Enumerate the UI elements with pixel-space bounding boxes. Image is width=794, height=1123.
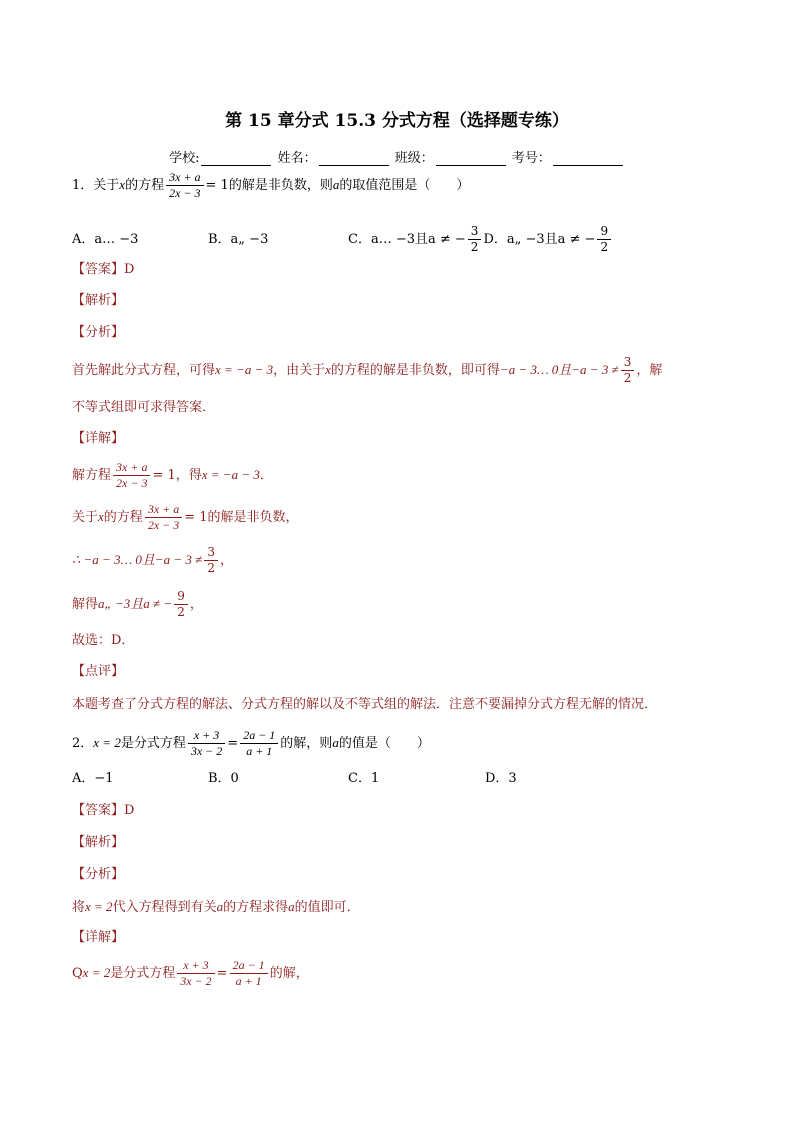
text: ． [259, 468, 273, 483]
var-x: x [98, 509, 104, 524]
fraction [230, 958, 268, 989]
text: 的方程求得 [223, 900, 289, 915]
name-label: 姓名： [277, 151, 317, 166]
text: ， [189, 597, 203, 612]
frac-num: 2a − 1 [240, 728, 278, 744]
text: 解方程 [72, 468, 112, 483]
text: 首先解此分式方程，可得 [72, 363, 216, 378]
q2-option-a[interactable]: A．−1 [72, 771, 114, 786]
q1-option-d[interactable] [483, 224, 613, 255]
frac-den: 3x − 2 [180, 974, 212, 988]
q1-stem-d: 的取值范围是（ ） [339, 178, 470, 193]
fraction [621, 355, 635, 386]
q2-stem [72, 728, 430, 759]
frac-den: 2 [207, 561, 215, 575]
q1-fraction [166, 170, 203, 201]
q2-option-b[interactable]: B．0 [208, 771, 239, 786]
frac-den: a + 1 [235, 974, 262, 988]
q1-stem-c: 的解是非负数，则 [228, 178, 333, 193]
q1-detail-line2 [72, 502, 299, 533]
q1-stem-b: 的方程 [125, 178, 165, 193]
frac-num: 3x + a [113, 460, 150, 476]
q1-stem [72, 170, 469, 201]
math: −a − 3… 0且−a − 3 ≠ [499, 362, 619, 377]
fraction [177, 958, 214, 989]
q1-detail-line3 [72, 545, 233, 576]
frac-num: 3x + a [145, 502, 182, 518]
text: ，解 [636, 363, 663, 378]
var-a: a [216, 899, 224, 914]
number-blank[interactable] [553, 153, 623, 166]
frac-den: 2x − 3 [116, 476, 148, 490]
q1-stem-a: 关于 [93, 178, 120, 193]
frac-den: 2x − 3 [147, 518, 180, 532]
math: ∴ −a − 3… 0且−a − 3 ≠ [72, 552, 203, 567]
q1-option-b[interactable]: B．a„ −3 [208, 232, 269, 247]
var-a: a [288, 899, 295, 914]
q1-option-d-frac [597, 224, 611, 255]
frac-num: 3 [621, 355, 635, 371]
frac-den: 3x − 2 [190, 744, 223, 758]
page-title: 第 15 章分式 15.3 分式方程（选择题专练） [225, 111, 569, 131]
text: 的值即可． [294, 900, 360, 915]
text: ，由关于 [273, 363, 326, 378]
frac-num: 3 [204, 545, 218, 561]
text: 将 [72, 900, 86, 915]
q1-dianping-heading: 【点评】 [72, 664, 125, 679]
var-a: a [332, 735, 339, 750]
q2-number: 2． [72, 736, 94, 751]
math: x = −a − 3 [201, 467, 260, 482]
q1-option-c[interactable] [348, 224, 483, 255]
text: 的解， [269, 966, 309, 981]
student-info-line [0, 147, 794, 166]
text: 关于 [72, 510, 99, 525]
frac-num: x + 3 [188, 728, 225, 744]
school-label: 学校: [169, 151, 200, 166]
text: 的解，则 [280, 736, 333, 751]
var-x: x [119, 177, 126, 192]
var-a: a [332, 177, 340, 192]
q1-frac-num: 3x + a [166, 170, 203, 186]
q1-jiexi-heading: 【解析】 [72, 293, 125, 308]
text: 的方程的解是非负数，即可得 [330, 363, 500, 378]
fraction [174, 589, 188, 620]
math: x = −a − 3 [215, 362, 274, 377]
q1-detail-line5: 故选：D． [72, 633, 135, 648]
text: 是分式方程 [120, 736, 186, 751]
frac-num: 2a − 1 [230, 958, 268, 974]
q1-analysis-line1 [72, 355, 662, 386]
number-label: 考号： [511, 151, 551, 166]
frac-den: a + 1 [246, 744, 273, 758]
text: = 1，得 [152, 468, 202, 483]
q1-detail-line4 [72, 589, 203, 620]
q2-option-d[interactable]: D．3 [485, 771, 517, 786]
q1-fenxi-heading: 【分析】 [72, 325, 125, 340]
therefore-symbol: Q [72, 966, 83, 981]
q2-analysis [72, 900, 360, 914]
q1-frac-den: 2x − 3 [169, 186, 201, 200]
text: 解得 [72, 597, 99, 612]
math: x = 2 [93, 735, 121, 750]
frac-num: 9 [597, 224, 611, 240]
text: 的值是（ ） [338, 736, 430, 751]
q2-answer: 【答案】D [72, 803, 135, 818]
equals: = [216, 966, 228, 981]
q2-lhs-fraction [188, 728, 225, 759]
q1-eq-rhs: = 1 [205, 178, 229, 193]
math: a„ −3且a ≠ − [98, 596, 173, 611]
math: x = 2 [82, 965, 111, 980]
school-blank[interactable] [201, 153, 271, 166]
fraction [113, 460, 150, 491]
q1-detail-line1 [72, 460, 273, 491]
math: x = 2 [85, 899, 113, 914]
frac-den: 2 [623, 371, 632, 385]
q1-analysis-line2: 不等式组即可求得答案． [72, 400, 216, 415]
name-blank[interactable] [319, 153, 389, 166]
class-blank[interactable] [436, 153, 506, 166]
text: 的方程 [103, 510, 143, 525]
text: ， [219, 553, 233, 568]
frac-den: 2 [177, 605, 185, 619]
frac-num: 3 [468, 224, 482, 240]
q1-answer: 【答案】D [72, 262, 135, 277]
frac-num: x + 3 [177, 958, 214, 974]
q2-fenxi-heading: 【分析】 [72, 867, 125, 882]
q2-jiexi-heading: 【解析】 [72, 835, 125, 850]
equals: = [227, 736, 239, 751]
var-x: x [325, 362, 331, 377]
q1-comment: 本题考查了分式方程的解法、分式方程的解以及不等式组的解法．注意不要漏掉分式方程无解的情况． [72, 697, 658, 712]
q2-xiangjie-heading: 【详解】 [72, 930, 125, 945]
q1-option-a[interactable]: A．a… −3 [72, 232, 139, 247]
q1-option-d-text: D．a„ −3且a ≠ − [483, 232, 596, 247]
fraction [204, 545, 218, 576]
class-label: 班级： [394, 151, 434, 166]
q2-rhs-fraction [240, 728, 278, 759]
q1-options [72, 224, 613, 255]
q1-number: 1． [72, 178, 94, 193]
text: 代入方程得到有关 [112, 900, 217, 915]
text: 是分式方程 [110, 966, 176, 981]
frac-den: 2 [470, 240, 479, 254]
q1-option-c-frac [468, 224, 482, 255]
frac-den: 2 [600, 240, 609, 254]
q1-xiangjie-heading: 【详解】 [72, 431, 125, 446]
text: = 1的解是非负数， [184, 510, 299, 525]
frac-num: 9 [174, 589, 188, 605]
q2-options [72, 772, 517, 785]
fraction [145, 502, 182, 533]
q2-detail-line1 [72, 958, 309, 989]
q2-option-c[interactable]: C．1 [348, 771, 380, 786]
q1-option-c-text: C．a… −3且a ≠ − [348, 232, 466, 247]
